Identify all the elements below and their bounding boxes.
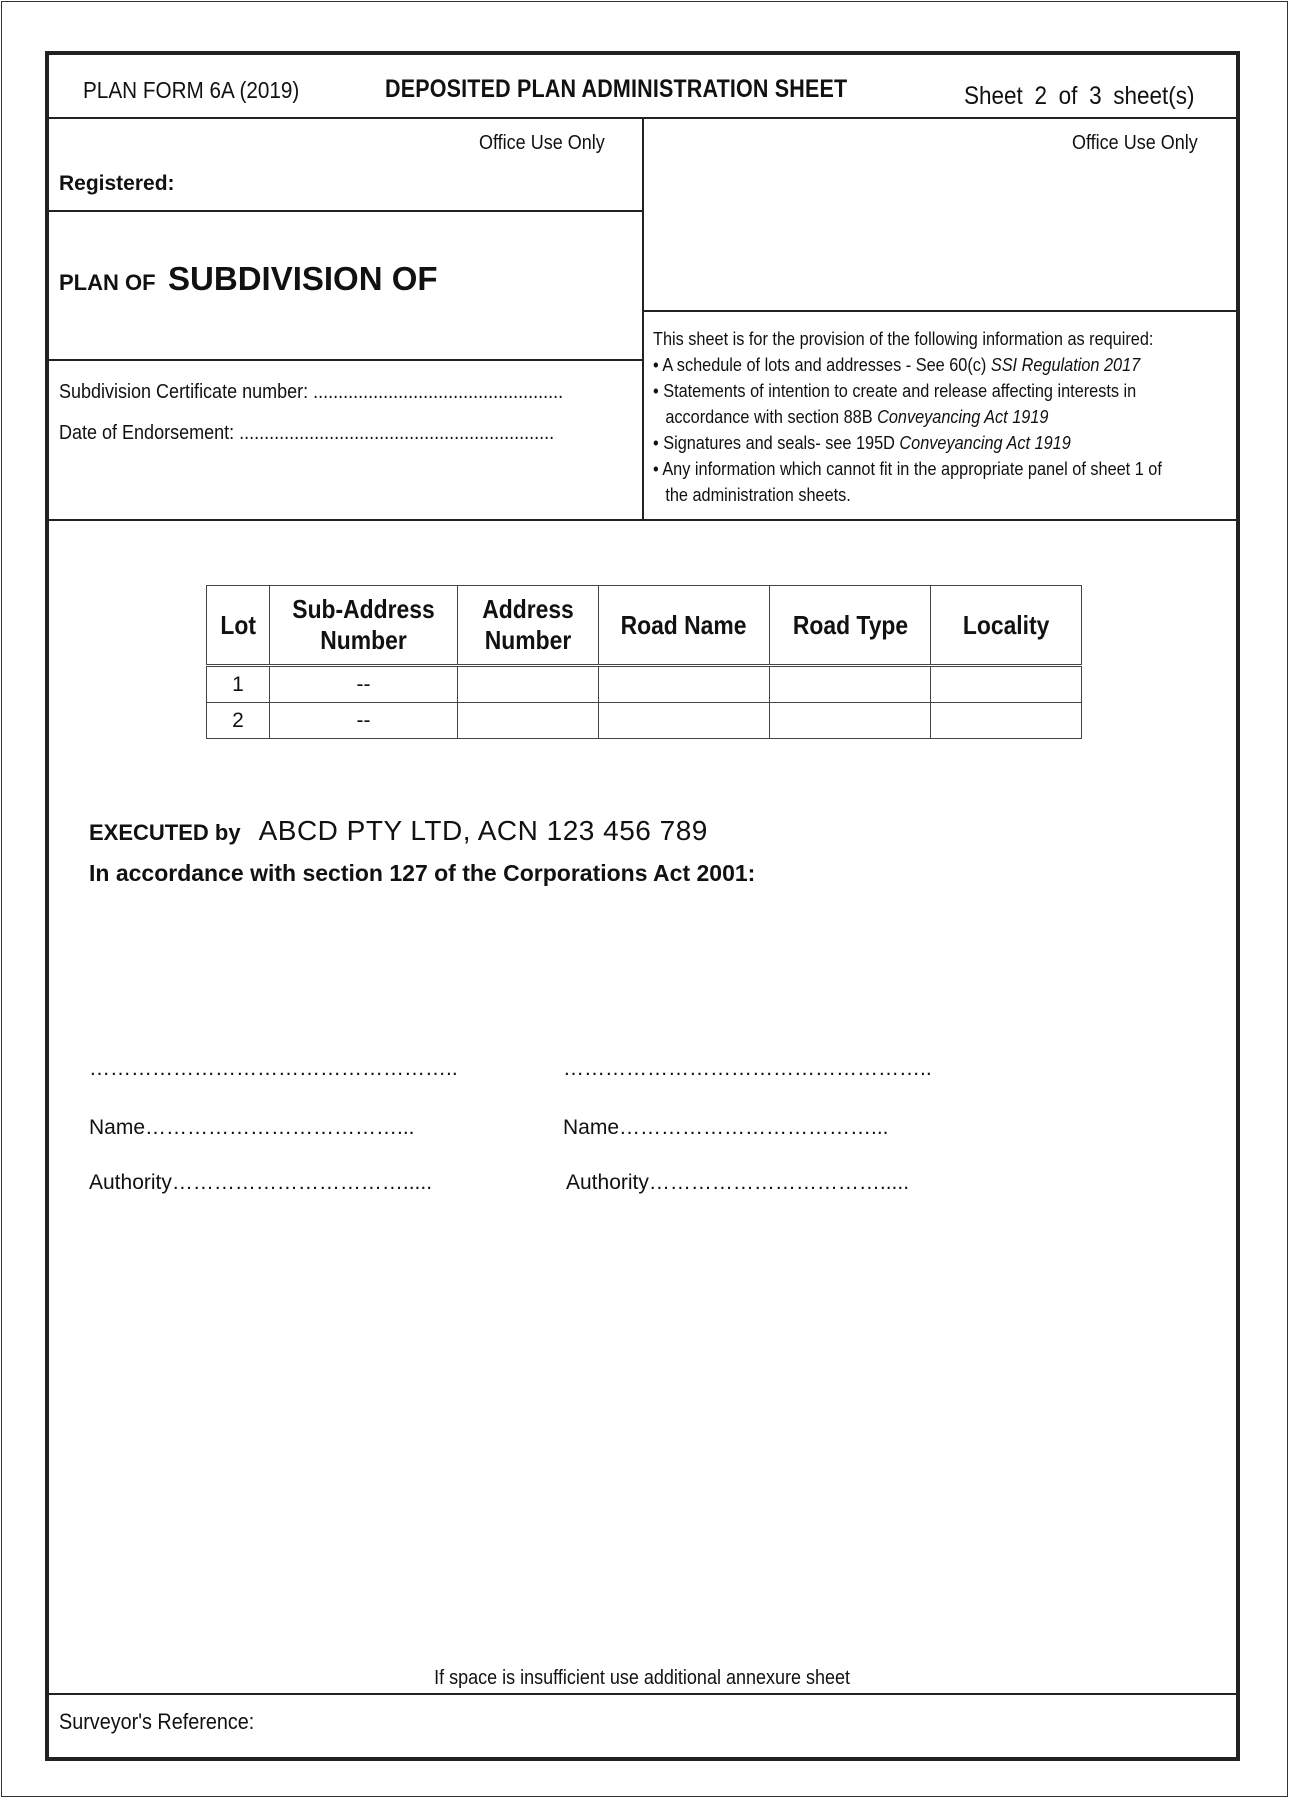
endorsement-date-field: Date of Endorsement: ...............................................................: [59, 422, 555, 444]
cell-address-number: [458, 703, 599, 739]
cell-locality: [931, 703, 1082, 739]
table-row: [207, 666, 1082, 703]
name-line-right: Name………………………………...: [563, 1116, 889, 1139]
sheet-label: Sheet: [964, 82, 1023, 110]
info-instructions: [653, 326, 1181, 508]
header-label: Address Number: [482, 594, 574, 655]
office-use-divider: [642, 310, 1236, 312]
cell-road-name: [599, 666, 770, 703]
bullet-text: • A schedule of lots and addresses - See 60(c): [653, 354, 991, 375]
col-sub-address: [270, 586, 458, 666]
cell-locality: [931, 666, 1082, 703]
table-row: [207, 703, 1082, 739]
header-label: Locality: [962, 609, 1050, 640]
annexure-note-text: If space is insufficient use additional annexure sheet: [434, 1667, 851, 1689]
top-section-divider: [49, 519, 1236, 521]
col-address-number: [458, 586, 599, 666]
cell-road-type: [770, 703, 931, 739]
cell-lot: 1: [207, 666, 270, 703]
sheet-total: 3: [1089, 82, 1102, 110]
info-bullet-statements-cont: [653, 404, 1181, 430]
authority-line-right: Authority…………………………….....: [566, 1171, 910, 1194]
header-label: Road Type: [792, 609, 908, 640]
company-name: ABCD PTY LTD, ACN 123 456 789: [258, 815, 708, 846]
cell-lot: 2: [207, 703, 270, 739]
info-bullet-signatures: [653, 430, 1181, 456]
info-bullet-schedule: [653, 352, 1181, 378]
col-lot: [207, 586, 270, 666]
plan-of-heading: [59, 260, 438, 298]
cell-sub-address: --: [270, 666, 458, 703]
cell-road-type: [770, 666, 931, 703]
footer-divider: [49, 1693, 1236, 1695]
plan-of-divider: [49, 359, 642, 361]
panel-divider: [642, 117, 644, 519]
col-road-name: [599, 586, 770, 666]
certificate-number-field: Subdivision Certificate number: ..................................................: [59, 381, 564, 403]
bullet-italic: Conveyancing Act 1919: [877, 406, 1049, 427]
authority-line-left: Authority…………………………….....: [89, 1171, 433, 1194]
info-bullet-other-cont: the administration sheets.: [665, 484, 851, 505]
info-bullet-statements: • Statements of intention to create and release affecting interests in: [653, 380, 1137, 401]
registered-label: Registered:: [59, 172, 175, 195]
sheet-current: 2: [1034, 82, 1047, 110]
cell-sub-address: --: [270, 703, 458, 739]
cell-road-name: [599, 703, 770, 739]
bullet-italic: SSI Regulation 2017: [990, 354, 1141, 375]
annexure-note: [49, 1667, 1236, 1690]
header-label: Road Name: [621, 609, 747, 640]
form-code: PLAN FORM 6A (2019): [83, 77, 300, 103]
sheet-of: of: [1058, 82, 1078, 110]
plan-of-prefix: PLAN OF: [59, 270, 156, 295]
office-use-right: Office Use Only: [1072, 132, 1198, 154]
registered-divider: [49, 210, 642, 212]
plan-form: [45, 51, 1240, 1761]
header-label: Lot: [220, 609, 256, 640]
info-bullet-other: • Any information which cannot fit in the appropriate panel of sheet 1 of: [653, 458, 1162, 479]
form-title: DEPOSITED PLAN ADMINISTRATION SHEET: [385, 75, 848, 103]
sheet-number: [964, 82, 1200, 111]
sheet-suffix: sheet(s): [1113, 82, 1195, 110]
header-label: Sub-Address Number: [292, 594, 435, 655]
bullet-text: accordance with section 88B: [665, 406, 878, 427]
table-header-row: [207, 586, 1082, 666]
corporations-act-statement: In accordance with section 127 of the Corporations Act 2001:: [89, 860, 756, 886]
surveyor-reference: [59, 1709, 276, 1735]
bullet-italic: Conveyancing Act 1919: [899, 432, 1071, 453]
signature-line-right: ……………………………………………..: [563, 1057, 932, 1080]
name-line-left: Name………………………………...: [89, 1116, 415, 1139]
signature-line-left: ……………………………………………..: [89, 1057, 458, 1080]
col-road-type: [770, 586, 931, 666]
office-use-left: Office Use Only: [479, 132, 605, 154]
lot-address-table: [206, 585, 1082, 739]
executed-by-label: EXECUTED by: [89, 820, 241, 845]
executed-by: [89, 815, 708, 847]
col-locality: [931, 586, 1082, 666]
cell-address-number: [458, 666, 599, 703]
surveyor-reference-label: Surveyor's Reference:: [59, 1709, 255, 1734]
info-intro: This sheet is for the provision of the following information as required:: [653, 328, 1154, 349]
bullet-text: • Signatures and seals- see 195D: [653, 432, 900, 453]
plan-of-title: SUBDIVISION OF: [168, 260, 438, 297]
